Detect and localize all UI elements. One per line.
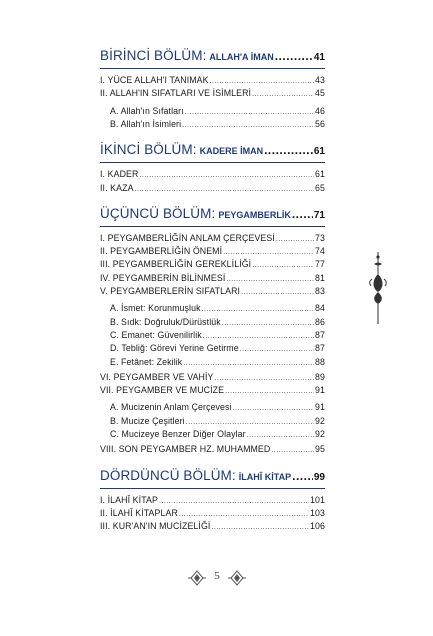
toc-entry [100,521,325,531]
dot-leader [215,375,315,382]
entry-label: V. PEYGAMBERLERİN SIFATLARI [100,286,241,296]
dot-leader [292,207,313,221]
toc-entry [100,495,325,505]
toc-entry [100,246,325,256]
page-ref: 45 [315,88,325,99]
dot-leader [183,360,314,367]
section-number: ÜÇÜNCÜ BÖLÜM: [100,205,216,221]
rhombus-flourish-icon [228,570,246,586]
toc-section-heading [100,48,325,63]
page-ref: 103 [310,507,325,518]
page-ref: 106 [310,521,325,532]
page-ref: 99 [313,471,325,483]
dot-leader [226,276,314,283]
entry-label: D. Tebliğ: Görevi Yerine Getirme [110,343,239,354]
entry-label: E. Fetânet: Zekilik [110,356,183,367]
entry-label: A. İsmet: Korunmuşluk [110,303,201,314]
toc-entry [100,385,325,395]
entry-label: B. Mucize Çeşitleri [110,415,185,426]
toc-entry [100,75,325,85]
entry-label: IV. PEYGAMBERİN BİLİNMESİ [100,272,226,283]
entry-label: I. PEYGAMBERLİĞİN ANLAM ÇERÇEVESİ [100,232,275,243]
dot-leader [223,249,314,256]
page-ref: 41 [313,52,325,63]
page-ref: 46 [315,105,325,116]
section-title [100,206,291,221]
toc-subentry [110,303,325,313]
entry-label: B. Allah'ın İsimleri [110,118,182,129]
dot-leader [135,186,314,193]
section-subtitle: İLAHÎ KİTAP [238,471,292,482]
page-ref: 65 [315,182,325,193]
toc-entry [100,508,325,518]
entry-label: II. ALLAH'IN SIFATLARI VE İSİMLERİ [100,88,252,99]
page-ref: 56 [315,118,325,129]
entry-label: II. İLAHÎ KİTAPLAR [100,507,178,518]
section-divider [100,68,325,69]
toc-entry [100,233,325,243]
dot-leader [292,469,313,483]
page-ref: 95 [315,444,325,455]
page-ref: 77 [315,259,325,270]
section-divider [100,162,325,163]
page-ref: 91 [315,385,325,396]
dot-leader [252,262,314,269]
entry-label: C. Mucizeye Benzer Diğer Olaylar [110,429,246,439]
toc-subentry [110,106,325,116]
toc-entry [100,372,325,382]
dot-leader [225,388,314,395]
dot-leader [159,498,309,505]
section-divider [100,226,325,227]
page-ref: 74 [315,246,325,257]
section-number: İKİNCİ BÖLÜM: [100,142,197,158]
entry-label: A. Allah'ın Sıfatları [110,105,184,116]
dot-leader [276,236,314,243]
rhombus-flourish-icon [188,570,206,586]
entry-label: VI. PEYGAMBER VE VAHİY [100,371,214,382]
flower-vine-icon [368,252,388,324]
toc-subentry [110,343,325,353]
toc-subentry [110,357,325,367]
page-ref: 84 [315,303,325,314]
entry-label: C. Emanet: Güvenilirlik [110,329,202,340]
section-title [100,48,274,63]
page-ref: 43 [315,75,325,85]
page-ref: 87 [315,329,325,340]
toc-subentry [110,402,325,412]
page-ref: 91 [315,402,325,413]
page-ref: 71 [313,209,325,221]
section-title [100,468,291,483]
page-ref: 83 [315,286,325,296]
page-footer [0,568,433,590]
entry-label: I. YÜCE ALLAH'I TANIMAK [100,75,209,85]
section-number: DÖRDÜNCÜ BÖLÜM: [100,467,236,483]
dot-leader [139,172,314,179]
entry-label: II. KAZA [100,182,134,193]
toc-subentry [110,317,325,327]
entry-label: VII. PEYGAMBER VE MUCİZE [100,385,225,396]
page-ref: 73 [315,232,325,243]
dot-leader [210,78,314,85]
dot-leader [247,432,314,439]
dot-leader [202,306,314,313]
toc-section-heading [100,468,325,483]
entry-label: I. KADER [100,169,139,180]
section-number: BİRİNCİ BÖLÜM: [100,48,207,63]
dot-leader [185,109,314,116]
toc-entry [100,444,325,454]
entry-label: III. KUR'AN'IN MUCİZELİĞİ [100,521,211,532]
toc-entry [100,259,325,269]
dot-leader [264,143,313,157]
entry-label: III. PEYGAMBERLİĞİN GEREKLİLİĞİ [100,259,252,270]
toc-entry [100,183,325,193]
dot-leader [240,346,314,353]
section-divider [100,488,325,489]
page-ref: 61 [313,146,325,158]
page-ref: 81 [315,272,325,283]
entry-label: VIII. SON PEYGAMBER HZ. MUHAMMED [100,444,271,455]
page-ref: 92 [315,415,325,426]
dot-leader [233,405,314,412]
toc-subentry [110,416,325,426]
toc-entry [100,169,325,179]
dot-leader [203,333,314,340]
page-ref: 61 [315,169,325,180]
dot-leader [211,524,309,531]
dot-leader [252,91,314,98]
toc-entry [100,273,325,283]
toc-subentry [110,429,325,439]
dot-leader [222,320,314,327]
section-title [100,142,263,157]
entry-label: B. Sıdk: Doğruluk/Dürüstlük [110,316,221,327]
dot-leader [182,122,314,129]
dot-leader [186,419,314,426]
page-ref: 101 [310,494,325,505]
dot-leader [271,447,314,454]
toc-section-heading [100,206,325,221]
section-subtitle: PEYGAMBERLİK [218,209,291,220]
page-ref: 88 [315,356,325,367]
toc-entry [100,88,325,98]
entry-label: A. Mucizenin Anlam Çerçevesi [110,402,232,413]
toc-entry [100,286,325,296]
dot-leader [241,289,314,296]
page-ref: 87 [315,343,325,354]
entry-label: I. İLAHÎ KİTAP [100,494,158,505]
page-number: 5 [214,570,220,582]
page-ref: 86 [315,316,325,327]
toc-section-heading [100,142,325,157]
dot-leader [275,49,313,63]
toc-subentry [110,119,325,129]
page-ref: 89 [315,371,325,382]
page-ref: 92 [315,429,325,439]
entry-label: II. PEYGAMBERLİĞİN ÖNEMİ [100,246,223,257]
section-subtitle: ALLAH'A İMAN [209,52,274,62]
toc-subentry [110,330,325,340]
dot-leader [179,511,309,518]
section-subtitle: KADERE İMAN [199,146,264,157]
